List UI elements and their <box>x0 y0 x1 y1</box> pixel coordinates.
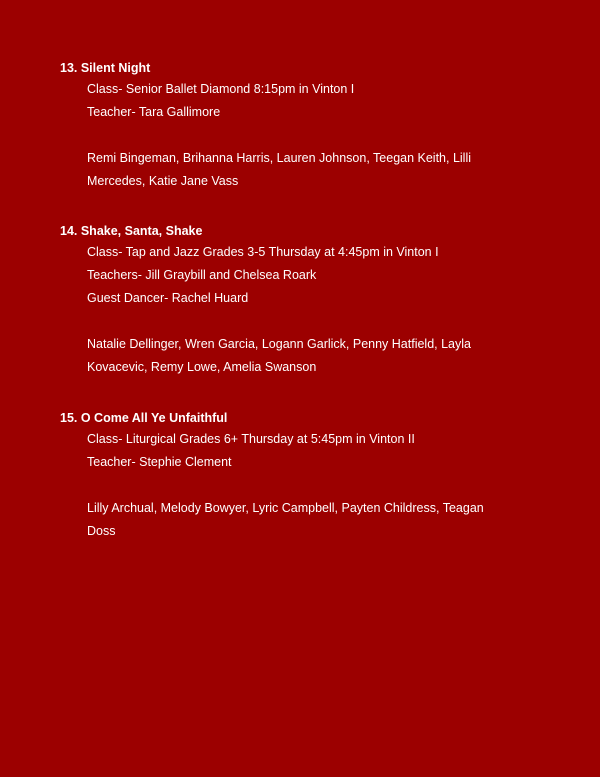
spacer <box>60 474 580 497</box>
dancer-list-line: Remi Bingeman, Brihanna Harris, Lauren Johnson, Teegan Keith, Lilli <box>87 151 472 165</box>
entry-title: 15. O Come All Ye Unfaithful <box>60 411 228 425</box>
teacher-info: Teacher- Tara Gallimore <box>87 105 221 119</box>
spacer <box>60 310 580 333</box>
class-info: Class- Liturgical Grades 6+ Thursday at 5:45pm in Vinton II <box>87 432 415 446</box>
class-info: Class- Tap and Jazz Grades 3-5 Thursday at 4:45pm in Vinton I <box>87 245 439 259</box>
program-entry-14 <box>60 221 580 379</box>
class-info: Class- Senior Ballet Diamond 8:15pm in Vinton I <box>87 82 355 96</box>
program-entry-15 <box>60 408 580 543</box>
entry-title: 13. Silent Night <box>60 61 151 75</box>
dancer-list-line: Doss <box>87 524 116 538</box>
dancer-list-line: Lilly Archual, Melody Bowyer, Lyric Campbell, Payten Childress, Teagan <box>87 501 484 515</box>
dancer-list-line: Natalie Dellinger, Wren Garcia, Logann Garlick, Penny Hatfield, Layla <box>87 337 471 351</box>
spacer <box>60 124 580 147</box>
teacher-info: Teacher- Stephie Clement <box>87 455 232 469</box>
guest-dancer-info: Guest Dancer- Rachel Huard <box>87 291 249 305</box>
entry-title: 14. Shake, Santa, Shake <box>60 224 203 238</box>
dancer-list-line: Mercedes, Katie Jane Vass <box>87 174 239 188</box>
teacher-info: Teachers- Jill Graybill and Chelsea Roark <box>87 268 317 282</box>
program-entry-13 <box>60 58 580 193</box>
dancer-list-line: Kovacevic, Remy Lowe, Amelia Swanson <box>87 360 317 374</box>
